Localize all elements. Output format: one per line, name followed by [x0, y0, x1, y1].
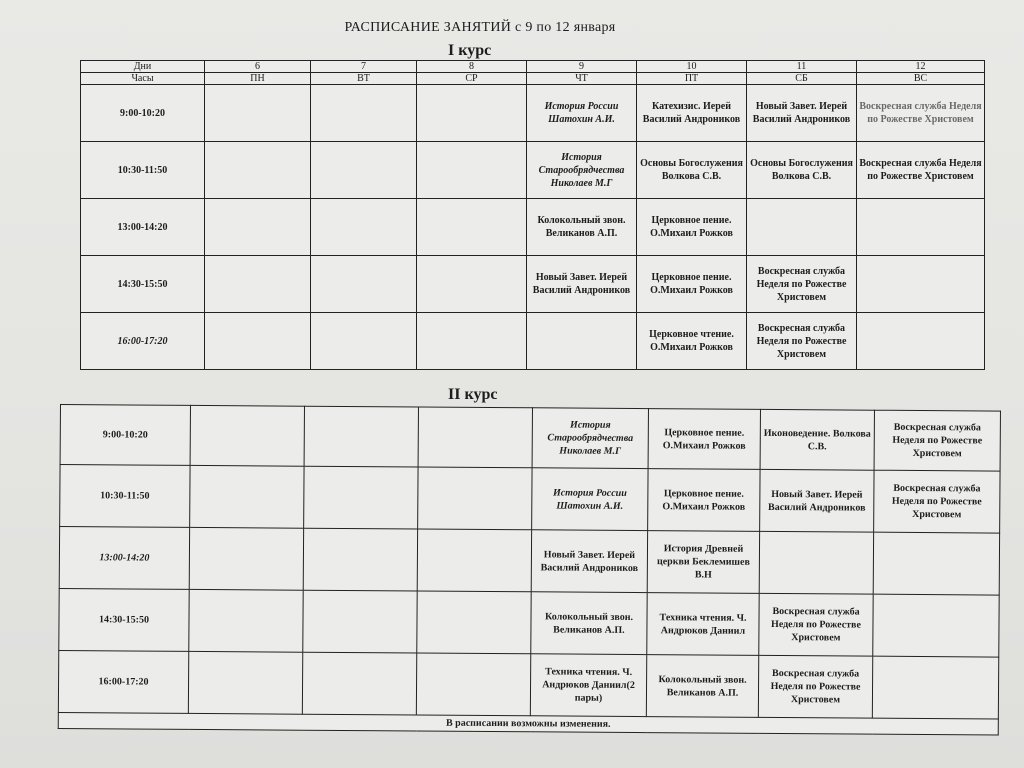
lesson-cell: Новый Завет. Иерей Василий Андроников — [747, 85, 857, 142]
lesson-cell — [304, 406, 418, 467]
lesson-cell: Церковное пение. О.Михаил Рожков — [648, 469, 760, 532]
time-cell: 14:30-15:50 — [81, 256, 205, 313]
lesson-cell: Основы Богослужения Волкова С.В. — [637, 142, 747, 199]
header-cell: 7 — [311, 61, 417, 73]
header-row-days — [81, 61, 985, 73]
time-cell: 13:00-14:20 — [81, 199, 205, 256]
lesson-cell — [311, 199, 417, 256]
lesson-cell: Воскресная служба Неделя по Рожестве Христовем — [857, 85, 985, 142]
lesson-cell: Техника чтения. Ч. Андрюков Даниил — [647, 593, 759, 656]
time-cell: 9:00-10:20 — [60, 405, 190, 466]
lesson-cell: Воскресная служба Неделя по Рожестве Христовем — [874, 410, 1000, 471]
lesson-cell — [303, 590, 417, 653]
lesson-cell: Воскресная служба Неделя по Рожестве Христовем — [758, 655, 872, 718]
lesson-cell — [205, 199, 311, 256]
lesson-cell — [302, 652, 416, 715]
lesson-cell: История России Шатохин А.И. — [532, 468, 648, 531]
lesson-cell: Иконоведение. Волкова С.В. — [760, 409, 874, 470]
time-cell: 14:30-15:50 — [59, 588, 189, 651]
lesson-cell — [189, 527, 303, 590]
lesson-cell — [205, 313, 311, 370]
schedule-title: РАСПИСАНИЕ ЗАНЯТИЙ с 9 по 12 января — [344, 20, 616, 35]
lesson-cell — [417, 529, 531, 592]
header-cell: ВТ — [311, 73, 417, 85]
header-cell: 9 — [527, 61, 637, 73]
lesson-cell: Воскресная служба Неделя по Рожестве Христовем — [857, 142, 985, 199]
lesson-cell: Церковное пение. О.Михаил Рожков — [637, 256, 747, 313]
header-cell: Часы — [81, 73, 205, 85]
lesson-cell — [857, 199, 985, 256]
lesson-cell: Воскресная служба Неделя по Рожестве Христовем — [759, 593, 873, 656]
table-row — [81, 199, 985, 256]
table-row — [60, 405, 1000, 472]
header-cell: 6 — [205, 61, 311, 73]
lesson-cell — [417, 256, 527, 313]
lesson-cell — [188, 651, 302, 714]
table-row — [60, 465, 1000, 534]
lesson-cell — [311, 85, 417, 142]
table-row — [59, 527, 999, 596]
lesson-cell: История Старообрядчества Николаев М.Г — [527, 142, 637, 199]
header-cell: 8 — [417, 61, 527, 73]
table-row — [81, 142, 985, 199]
time-cell: 13:00-14:20 — [59, 527, 189, 590]
lesson-cell — [416, 653, 530, 716]
lesson-cell — [205, 256, 311, 313]
lesson-cell: История Древней церкви Беклемишев В.Н — [647, 531, 759, 594]
lesson-cell — [311, 256, 417, 313]
lesson-cell: Новый Завет. Иерей Василий Андроников — [531, 530, 647, 593]
lesson-cell: Воскресная служба Неделя по Рожестве Христовем — [874, 470, 1000, 533]
lesson-cell — [311, 313, 417, 370]
time-cell: 10:30-11:50 — [60, 465, 190, 528]
lesson-cell — [304, 466, 418, 529]
lesson-cell: Воскресная служба Неделя по Рожестве Христовем — [747, 256, 857, 313]
lesson-cell: История России Шатохин А.И. — [527, 85, 637, 142]
header-cell: СР — [417, 73, 527, 85]
course-2-table — [58, 404, 1001, 736]
lesson-cell: Церковное пение. О.Михаил Рожков — [637, 199, 747, 256]
lesson-cell — [857, 256, 985, 313]
lesson-cell — [205, 85, 311, 142]
table-row — [81, 256, 985, 313]
lesson-cell — [311, 142, 417, 199]
header-cell: ПН — [205, 73, 311, 85]
lesson-cell — [189, 589, 303, 652]
lesson-cell — [190, 405, 304, 466]
course-1-title: I курс — [448, 42, 492, 59]
table-row — [59, 588, 999, 657]
time-cell: 16:00-17:20 — [81, 313, 205, 370]
lesson-cell — [418, 407, 532, 468]
header-cell: 11 — [747, 61, 857, 73]
course-2-title: II курс — [448, 386, 498, 403]
time-cell: 9:00-10:20 — [81, 85, 205, 142]
lesson-cell: Катехизис. Иерей Василий Андроников — [637, 85, 747, 142]
lesson-cell: Колокольный звон. Великанов А.П. — [646, 655, 758, 718]
lesson-cell: Основы Богослужения Волкова С.В. — [747, 142, 857, 199]
lesson-cell — [873, 532, 999, 595]
lesson-cell — [303, 528, 417, 591]
lesson-cell — [417, 199, 527, 256]
header-cell: 10 — [637, 61, 747, 73]
time-cell: 10:30-11:50 — [81, 142, 205, 199]
lesson-cell — [417, 313, 527, 370]
lesson-cell: Церковное пение. О.Михаил Рожков — [648, 409, 760, 470]
time-cell: 16:00-17:20 — [58, 650, 188, 713]
table-row — [58, 650, 998, 719]
changes-note: В расписании возможны изменения. — [58, 712, 998, 735]
lesson-cell — [747, 199, 857, 256]
lesson-cell — [759, 531, 873, 594]
lesson-cell: Новый Завет. Иерей Василий Андроников — [527, 256, 637, 313]
course-1-table — [80, 60, 985, 370]
header-cell: ЧТ — [527, 73, 637, 85]
header-cell: Дни — [81, 61, 205, 73]
lesson-cell — [857, 313, 985, 370]
lesson-cell — [205, 142, 311, 199]
table-row — [81, 313, 985, 370]
lesson-cell: Колокольный звон. Великанов А.П. — [531, 592, 647, 655]
lesson-cell: История Старообрядчества Николаев М.Г — [532, 408, 648, 469]
header-cell: 12 — [857, 61, 985, 73]
table-row — [81, 85, 985, 142]
header-row-weekdays — [81, 73, 985, 85]
lesson-cell: Новый Завет. Иерей Василий Андроников — [760, 469, 874, 532]
header-cell: ВС — [857, 73, 985, 85]
lesson-cell — [417, 85, 527, 142]
lesson-cell: Колокольный звон. Великанов А.П. — [527, 199, 637, 256]
lesson-cell — [527, 313, 637, 370]
lesson-cell: Церковное чтение. О.Михаил Рожков — [637, 313, 747, 370]
header-cell: ПТ — [637, 73, 747, 85]
lesson-cell — [873, 594, 999, 657]
lesson-cell — [872, 656, 998, 719]
lesson-cell: Воскресная служба Неделя по Рожестве Христовем — [747, 313, 857, 370]
header-cell: СБ — [747, 73, 857, 85]
lesson-cell — [417, 591, 531, 654]
lesson-cell: Техника чтения. Ч. Андрюков Даниил(2 пары) — [530, 654, 646, 717]
lesson-cell — [418, 467, 532, 530]
lesson-cell — [417, 142, 527, 199]
lesson-cell — [190, 465, 304, 528]
